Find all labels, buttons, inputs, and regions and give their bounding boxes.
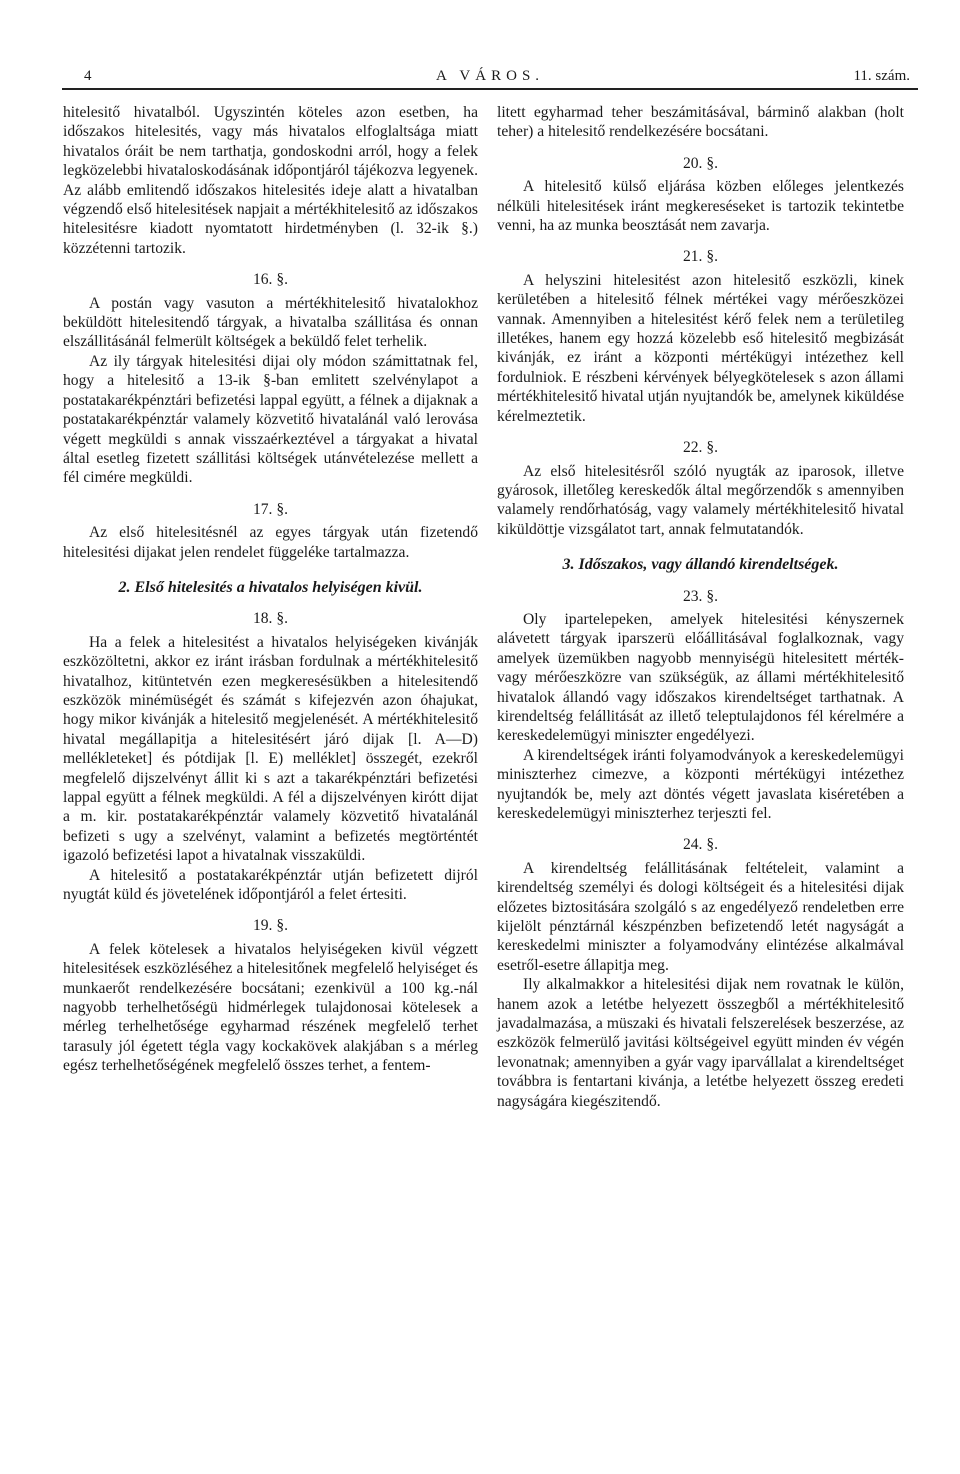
right-column: [497, 103, 904, 1111]
page-header: [62, 66, 918, 90]
section-heading-19: 19. §.: [252, 917, 289, 935]
section-heading-17: 17. §.: [252, 500, 289, 518]
paragraph-20: A hitelesitő külső eljárása közben előleges jelentkezés nélküli hitelesitések iránt megkereséseket is tartozik tekintetbe venni, ha az munka beosztását nem zavarja.: [497, 178, 904, 235]
section-heading-18: 18. §.: [252, 610, 289, 628]
paragraph-24a: A kirendeltség felállitásának feltételeit, valamint a kirendeltség személyi és dologi költségeit és a hitelesitési dijak előzetes biztositására szolgáló s az engedélyező rendeletben erre kijelölt pénztárnál készpénzben befizetendő letét nagyságát a kereskedelmi miniszter a folyamodvány elintézése alkalmával esetről-esetre állapitja meg.: [497, 859, 904, 974]
section-heading-16: 16. §.: [252, 271, 289, 289]
left-column: [63, 103, 478, 1076]
section-heading-20: 20. §.: [682, 154, 719, 172]
paragraph-16b: Az ily tárgyak hitelesitési dijai oly módon számittatnak fel, hogy a hitelesitő a 13-ik §-ban emlitett szelvénylapot a postatakarékpénztári befizetési lappal együtt, a félnek a dijaknak a postatakarékpénztár valamely közvetitő hivatalánál való lerovása végett megküldi s annak visszaérkeztével a tárgyakat a hivatal által esetleg fizetett szállitási költségek utánvételezése mellett a fél cimére megküldi.: [63, 352, 478, 487]
paragraph-21: A helyszini hitelesitést azon hitelesitő eszközli, kinek kerületében a hitelesitő félnek mértékei vagy mérőeszközei vannak. Amennyiben a hitelesitést kérő felek nem a területileg illetékes, hanem egy hozzá közelebb eső hitelesitő megbizását kivánják, ez iránt a központi mértékügyi intézethez kell fordulniok. E részbeni kérvények bélyegkötelesek s azon állami mértékhitelesitő hivatal utján nyujtandók be, amelynek kiküldése kérelmeztetik.: [497, 271, 904, 425]
paragraph-continued: litett egyharmad teher beszámitásával, bárminő alakban (holt teher) a hitelesitő rendelkezésére bocsátani.: [497, 104, 904, 141]
paragraph-24b: Ily alkalmakkor a hitelesitési dijak nem rovatnak le külön, hanem azok a letétbe helyezett összegből a mértékhitelesitő javadalmazása, a müszaki és hivatali felszerelések beszerzése, az eszközök felmerülő javitási költségeivel együtt minden év végén levonatnak; amennyiben a gyár vagy iparvállalat a kirendeltséget továbbra is fentartani kivánja, a letétbe helyezett összeg eredeti nagyságára kiegészitendő.: [497, 976, 904, 1110]
issue-number: 11. szám.: [853, 68, 910, 84]
section-heading-21: 21. §.: [682, 248, 719, 266]
chapter-heading-3: 3. Időszakos, vagy állandó kirendeltségek.: [562, 556, 839, 574]
paragraph-17: Az első hitelesitésnél az egyes tárgyak után fizetendő hitelesitési dijakat jelen rendelet függeléke tartalmazza.: [63, 524, 478, 561]
paragraph-23b: A kirendeltségek iránti folyamodványok a kereskedelemügyi miniszterhez cimezve, a központi mértékügyi intézethez nyujtandók be, mely azt döntés végett javaslata kiséretében a kereskedelemügyi miniszterhez terjeszti fel.: [497, 746, 904, 822]
paragraph-18a: Ha a felek a hitelesitést a hivatalos helyiségeken kivánják eszközöltetni, akkor ez iránt irásban fordulnak a mértékhitelesitő hivatalhoz, kitüntetvén ezen megkeresésükben a hitelesitendő eszközök minémüségét és számát s kifejezvén azon óhajukat, hogy mikor kivánják a hitelesitő megjelenését. A mértékhitelesitő hivatal megállapitja a hitelesitésért járó dijak [l. A—D) mellékleteket] és pótdijak [l. E) melléklet] összegét, ezekről megfelelő dijszelvényt állit ki s azt a takarékpénztári befizetési lappal együtt a félnek megküldi. A fél a dijszelvényen kirótt dijat a m. kir. postatakarékpénztár valamely közvetitő hivatalánál befizeti s ugy a szelvényt, valamint a befizetés megtörténtét igazoló befizetési lapot a hivatalnak visszaküldi.: [63, 633, 478, 865]
chapter-heading-2: 2. Első hitelesités a hivatalos helyiségen kivül.: [118, 578, 423, 596]
paragraph-18b: A hitelesitő a postatakarékpénztár utján befizetett dijról nyugtát küld és jövetelének időpontjáról a felet értesiti.: [63, 866, 478, 904]
paragraph-continued: hitelesitő hivatalból. Ugyszintén köteles azon esetben, ha időszakos hitelesités, vagy más hivatalos elfoglaltsága miatt hivatalos óráit be nem tarthatja, gondoskodni arról, hogy a felek legközelebbi hivataloskodásának időpontjáról tájékozva legyenek. Az alább emlitendő időszakos hitelesités ideje alatt a hivatalban végzendő első hitelesitések napjait a mértékhitelesitő az időszakos hitelesitésre kiadott nyomtatott hirdetményben (l. 32-ik §.) közzétenni tartozik.: [63, 104, 478, 257]
paragraph-22: Az első hitelesitésről szóló nyugták az iparosok, illetve gyárosok, illetőleg kereskedők által megőrzendők s amennyiben valamely rendőrhatóság, vagy valamely mértékhitelesitő hivatal kiküldöttje vizsgálatot tart, annak felmutatandók.: [497, 462, 904, 538]
paragraph-19: A felek kötelesek a hivatalos helyiségeken kivül végzett hitelesitések eszközléséhez a hitelesitőnek megfelelő helyiséget és munkaerőt rendelkezésére bocsátani; ezenkivül a 100 kg.-nál nagyobb terhelhetőségü hidmérlegek tulajdonosai kötelesek a mérleg terhelhetősége egyharmad részének megfelelő terhet tarasuly jól égetett tégla vagy kockakövek alakjában s a mérleg egész terhelhetőségének megfelelő összes terhet, a fentem-: [63, 940, 478, 1075]
section-heading-24: 24. §.: [682, 836, 719, 854]
paragraph-16a: A postán vagy vasuton a mértékhitelesitő hivatalokhoz beküldött hitelesitendő tárgyak, a hivatalba szállitása és onnan elszállitásánál felmerült költségek a beküldő felet terhelik.: [63, 294, 478, 351]
journal-title: A VÁROS.: [435, 68, 545, 84]
paragraph-23a: Oly ipartelepeken, amelyek hitelesitési kényszernek alávetett tárgyak iparszerü előállitásával foglalkoznak, vagy amelyek üzemükben nagyobb mennyiségü hitelesitett mérték- vagy mérőeszközre van szükségük, az állami mértékhitelesitő hivatalok állandó vagy időszakos kirendeltséget tarthatnak. A kirendeltség felállitását az illető teleptulajdonos fél kérelmére a kereskedelemügyi miniszter engedélyezi.: [497, 610, 904, 745]
page-number: 4: [84, 68, 92, 84]
section-heading-23: 23. §.: [682, 587, 719, 605]
section-heading-22: 22. §.: [682, 439, 719, 457]
